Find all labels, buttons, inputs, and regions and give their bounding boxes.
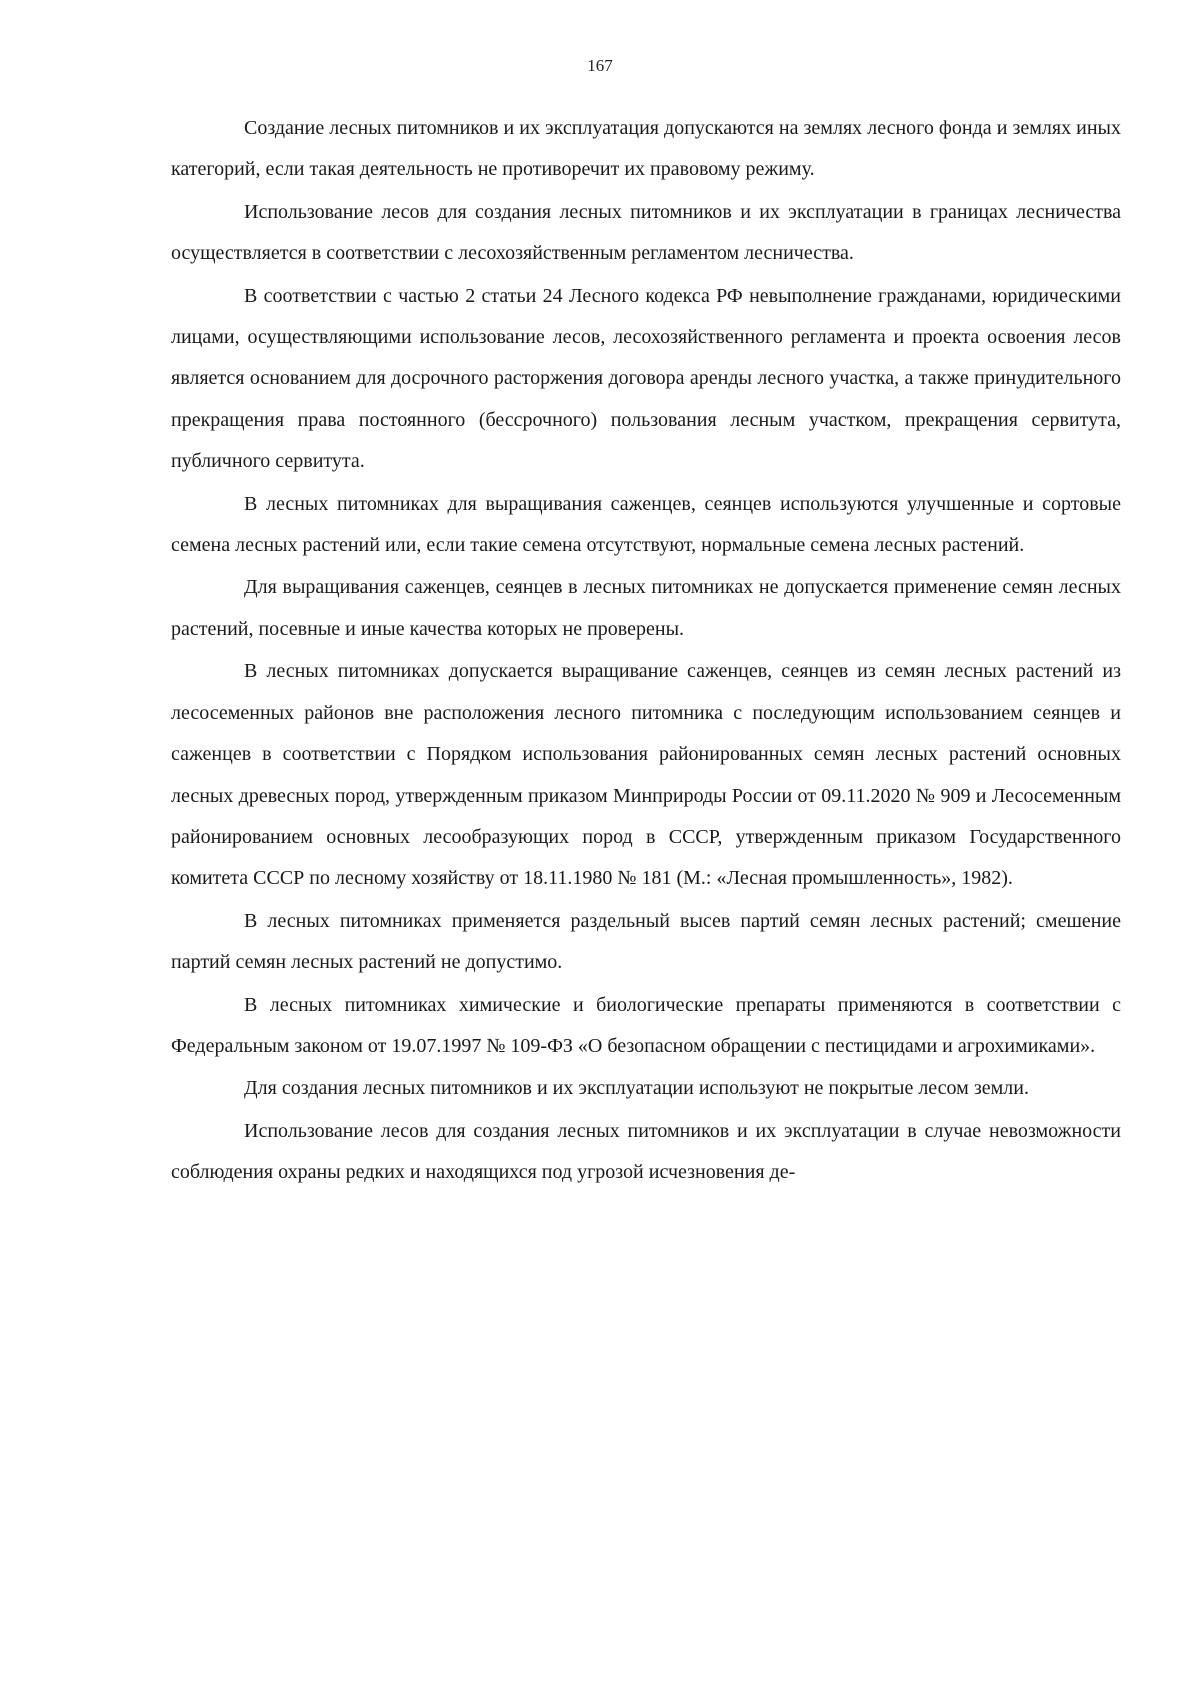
paragraph: В лесных питомниках применяется раздельный высев партий семян лесных растений; смешение партий семян лесных растений не допустимо.	[171, 909, 1121, 974]
paragraph: В лесных питомниках допускается выращивание саженцев, сеянцев из семян лесных растений из лесосеменных районов вне расположения лесного питомника с последующим использованием сеянцев и саженцев в соответствии с Порядком использования районированных семян лесных растений основных лесных древесных пород, утвержденным приказом Минприроды России от 09.11.2020 № 909 и Лесосеменным районированием основных лесообразующих пород в СССР, утвержденным приказом Государственного комитета СССР по лесному хозяйству от 18.11.1980 № 181 (М.: «Лесная промышленность», 1982).	[171, 660, 1121, 890]
paragraph: В лесных питомниках для выращивания саженцев, сеянцев используются улучшенные и сортовые семена лесных растений или, если такие семена отсутствуют, нормальные семена лесных растений.	[171, 492, 1121, 557]
paragraph: Создание лесных питомников и их эксплуатация допускаются на землях лесного фонда и землях иных категорий, если такая деятельность не противоречит их правовому режиму.	[171, 117, 1121, 181]
paragraph: Для выращивания саженцев, сеянцев в лесных питомниках не допускается применение семян лесных растений, посевные и иные качества которых не проверены.	[171, 576, 1121, 640]
paragraph: Использование лесов для создания лесных питомников и их эксплуатации в границах лесничества осуществляется в соответствии с лесохозяйственным регламентом лесничества.	[171, 200, 1121, 265]
paragraph: Использование лесов для создания лесных питомников и их эксплуатации в случае невозможности соблюдения охраны редких и находящихся под угрозой исчезновения де-	[171, 1119, 1121, 1184]
paragraph: Для создания лесных питомников и их эксплуатации используют не покрытые лесом земли.	[244, 1077, 1029, 1100]
paragraph: В соответствии с частью 2 статьи 24 Лесного кодекса РФ невыполнение гражданами, юридическими лицами, осуществляющими использование лесов, лесохозяйственного регламента и проекта освоения лесов является основанием для досрочного расторжения договора аренды лесного участка, а также принудительного прекращения права постоянного (бессрочного) пользования лесным участком, прекращения сервитута, публичного сервитута.	[171, 284, 1121, 473]
document-body	[171, 108, 1121, 1195]
paragraph: В лесных питомниках химические и биологические препараты применяются в соответствии с Федеральным законом от 19.07.1997 № 109-ФЗ «О безопасном обращении с пестицидами и агрохимиками».	[171, 993, 1121, 1057]
page-number: 167	[587, 56, 613, 75]
